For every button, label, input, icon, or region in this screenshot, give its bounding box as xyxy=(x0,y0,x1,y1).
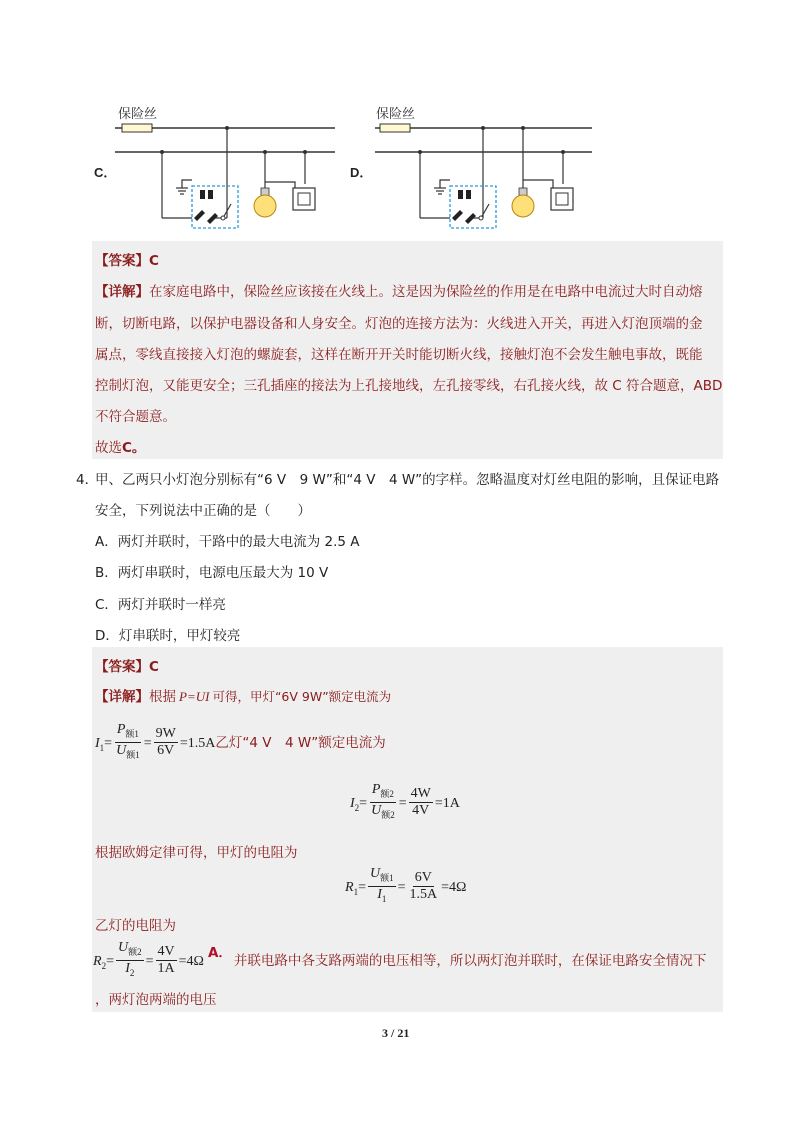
conclusion-prefix: 故选 xyxy=(95,440,122,456)
last-line: ，两灯泡两端的电压 xyxy=(95,992,217,1008)
option-d-letter: D． xyxy=(350,165,373,180)
question-stem-line-1: 甲、乙两只小灯泡分别标有“6 V 9 W”和“4 V 4 W”的字样。忽略温度对灯丝电阻的影响，且保证电路 xyxy=(95,472,720,488)
option-d: D．灯串联时，甲灯较亮 xyxy=(95,628,241,644)
detail-tag: 【详解】 xyxy=(95,284,149,300)
answer-tag: 【答案】 xyxy=(95,659,149,675)
option-a: A．两灯并联时，干路中的最大电流为 2.5 A xyxy=(95,534,360,550)
circuit-diagram-d xyxy=(370,100,600,230)
ohm-law-text: 根据欧姆定律可得，甲灯的电阻为 xyxy=(95,845,298,861)
detail-tag: 【详解】 xyxy=(95,689,149,705)
i1-tail-text: 乙灯“4 V 4 W”额定电流为 xyxy=(215,734,386,751)
power-formula: P=UI xyxy=(179,689,210,704)
question-number: 4． xyxy=(76,472,99,488)
answer-value: C xyxy=(149,253,159,269)
q3-detail-line-4: 控制灯泡，又能更安全；三孔插座的接法为上孔接地线，左孔接零线，右孔接火线，故 C 符合题意，ABD xyxy=(95,378,723,394)
q3-detail-line-3: 属点，零线直接接入灯泡的螺旋套，这样在断开开关时能切断火线，接触灯泡不会发生触电事故，既能 xyxy=(95,347,703,363)
option-b: B．两灯串联时，电源电压最大为 10 V xyxy=(95,565,329,581)
fuse-d xyxy=(380,124,410,132)
formula-r1: $R_1=$ $\frac{U_{额1}}{I_1}$ = $\frac{6V}{1.5A}$ =4Ω xyxy=(345,866,467,904)
q3-detail-line-1 xyxy=(95,280,703,300)
answer-tag: 【答案】 xyxy=(95,253,149,269)
lamp-d xyxy=(512,195,534,217)
q3-answer-line xyxy=(95,249,159,269)
detail-text-1: 在家庭电路中，保险丝应该接在火线上。这是因为保险丝的作用是在电路中电流过大时自动熔 xyxy=(149,284,703,300)
formula-i1: $I_1=$ $\frac{P_{额1}}{U_{额1}}$ = $\frac{9W}{6V}$ =1.5A乙灯“4 V 4 W”额定电流为 xyxy=(95,722,386,760)
q4-answer-line xyxy=(95,655,159,675)
page-number: 3 / 21 xyxy=(382,1026,410,1040)
formula-i2: $I_2=$ $\frac{P_{额2}}{U_{额2}}$ = $\frac{4W}{4V}$ =1A xyxy=(350,782,460,820)
q3-conclusion xyxy=(95,436,145,456)
fuse-label-d: 保险丝 xyxy=(376,107,416,122)
formula-r2: $R_2=$ $\frac{U_{额2}}{I_2}$ = $\frac{4V}{1A}$ $=4\Omega^{A.}$ 并联电路中各支路两端的电压相等，所以两灯泡并联时，在保证电路安全情况下 xyxy=(93,940,707,978)
circuit-diagram-c xyxy=(110,100,340,230)
question-stem-line-2: 安全，下列说法中正确的是（ ） xyxy=(95,503,311,519)
yi-resistance-text: 乙灯的电阻为 xyxy=(95,918,176,934)
answer-value: C xyxy=(149,659,159,675)
lamp-c xyxy=(254,195,276,217)
q4-detail-intro xyxy=(95,685,391,705)
fuse-label-c: 保险丝 xyxy=(118,107,158,122)
socket-box-d xyxy=(450,186,496,228)
detail-start: 根据 xyxy=(149,689,176,705)
option-c-letter: C． xyxy=(94,165,117,180)
parallel-text: 并联电路中各支路两端的电压相等，所以两灯泡并联时，在保证电路安全情况下 xyxy=(233,952,707,969)
option-c: C．两灯并联时一样亮 xyxy=(95,597,226,613)
option-a-mark: A． xyxy=(207,944,232,961)
socket-box-c xyxy=(192,186,238,228)
q3-detail-line-2: 断，切断电路，以保护电器设备和人身安全。灯泡的连接方法为：火线进入开关，再进入灯泡顶端的金 xyxy=(95,316,703,332)
conclusion-value: C。 xyxy=(122,440,146,456)
detail-after-formula: 可得，甲灯“6V 9W”额定电流为 xyxy=(212,689,392,704)
fuse-c xyxy=(122,124,152,132)
q3-detail-line-5: 不符合题意。 xyxy=(95,409,176,425)
